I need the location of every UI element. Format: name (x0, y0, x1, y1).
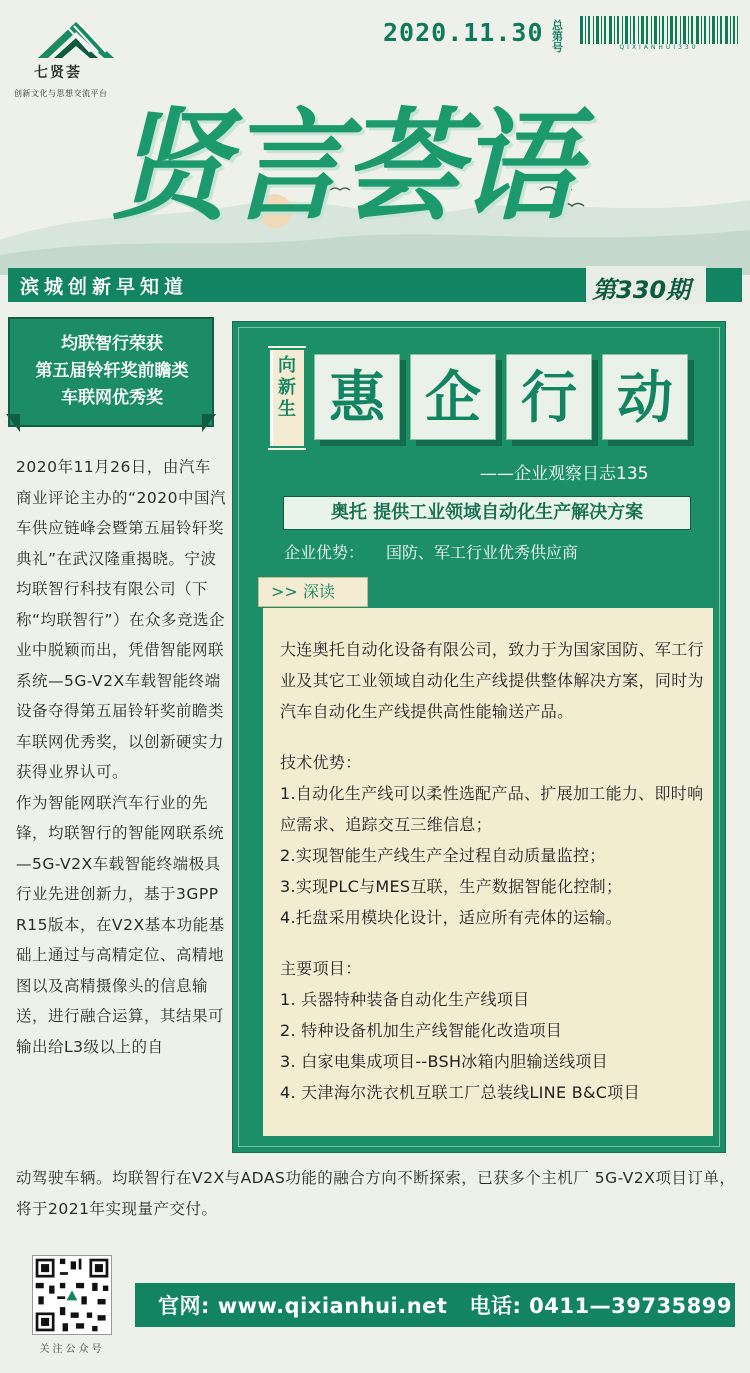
column-label: 向新生 (278, 355, 296, 420)
company-advantage (284, 540, 578, 563)
company-intro: 大连奥托自动化设备有限公司，致力于为国家国防、军工行业及其它工业领域自动化生产线提供整体解决方案，同时为汽车自动化生产线提供高性能输送产品。 (280, 640, 704, 721)
project-item: 4. 天津海尔洗衣机互联工厂总装线LINE B&C项目 (280, 1083, 640, 1102)
article-paragraph-wide: 动驾驶车辆。均联智行在V2X与ADAS功能的融合方向不断探索，已获多个主机厂 5G-V2X项目订单，将于2021年实现量产交付。 (16, 1169, 736, 1218)
project-item: 1. 兵器特种装备自动化生产线项目 (280, 990, 530, 1009)
advantage-value: 国防、军工行业优秀供应商 (386, 543, 579, 562)
projects-heading: 主要项目： (280, 959, 362, 978)
tech-item: 1.自动化生产线可以柔性选配产品、扩展加工能力、即时响应需求、追踪交互三维信息； (280, 784, 704, 834)
feature-title-cell (314, 354, 400, 440)
reading-content (280, 634, 710, 1108)
band-title: 滨城创新早知道 (20, 276, 189, 298)
feature-subtitle: ——企业观察日志135 (480, 464, 649, 484)
website-link[interactable]: 官网: www.qixianhui.net (158, 1294, 448, 1318)
issue-date: 2020.11.30 (383, 18, 544, 47)
barcode-caption: QIXIANHUI330 (619, 44, 699, 51)
project-item: 2. 特种设备机加生产线智能化改造项目 (280, 1021, 563, 1040)
logo-icon (28, 18, 124, 64)
feature-title-char: 行 (521, 365, 577, 431)
issue-label: 总第号 (552, 19, 563, 54)
award-headline-line: 车联网优秀奖 (61, 388, 163, 408)
article-body (16, 452, 226, 1062)
barcode-icon (580, 16, 738, 44)
tech-item: 4.托盘采用模块化设计，适应所有壳体的运输。 (280, 908, 622, 927)
feature-title-char: 惠 (329, 365, 385, 431)
phone-number[interactable]: 电话: 0411—39735899 (469, 1294, 733, 1318)
company-headline: 奥托 提供工业领域自动化生产解决方案 (283, 496, 691, 530)
award-headline-line: 均联智行荣获 (61, 334, 163, 354)
qr-code-icon[interactable] (32, 1255, 112, 1335)
advantage-label: 企业优势： (284, 543, 365, 562)
article-paragraph: 2020年11月26日，由汽车商业评论主办的“2020中国汽车供应链峰会暨第五届铃轩奖典礼”在武汉隆重揭晓。宁波均联智行科技有限公司（下称“均联智行”）在众多竞选企业中脱颖而出，凭借智能网联系统—5G-V2X车载智能终端设备夺得第五届铃轩奖前瞻类车联网优秀奖，以创新硬实力获得业界认可。 (16, 458, 226, 781)
reading-tab: >> 深读 (258, 577, 368, 607)
logo-tagline: 创新文化与思想交流平台 (14, 89, 108, 98)
feature-title-cell (602, 354, 688, 440)
feature-title-cell (506, 354, 592, 440)
article-paragraph: 作为智能网联汽车行业的先锋，均联智行的智能网联系统—5G-V2X车载智能终端极具行业先进创新力，基于3GPP R15版本，在V2X基本功能基础上通过与高精定位、高精地图以及高精摄像头的信息输送，进行融合运算，其结果可输出给L3级以上的自 (16, 793, 225, 1056)
tech-item: 3.实现PLC与MES互联，生产数据智能化控制； (280, 877, 623, 896)
masthead-title (110, 92, 670, 242)
feature-title (314, 354, 692, 440)
tech-heading: 技术优势： (280, 753, 362, 772)
award-headline-line: 第五届铃轩奖前瞻类 (35, 361, 189, 381)
issue-number: 第330期 (592, 276, 691, 304)
qr-caption: 关注公众号 (39, 1344, 105, 1355)
masthead-title-text: 贤言荟语 (110, 96, 574, 237)
feature-title-char: 动 (617, 365, 673, 431)
project-item: 3. 白家电集成项目--BSH冰箱内胆输送线项目 (280, 1052, 608, 1071)
feature-title-char: 企 (425, 365, 481, 431)
feature-title-cell (410, 354, 496, 440)
award-box-tab (6, 414, 216, 434)
contact-info (158, 1290, 732, 1320)
logo-name: 七贤荟 (34, 65, 82, 81)
award-headline (14, 331, 210, 412)
tech-item: 2.实现智能生产线生产全过程自动质量监控； (280, 846, 606, 865)
